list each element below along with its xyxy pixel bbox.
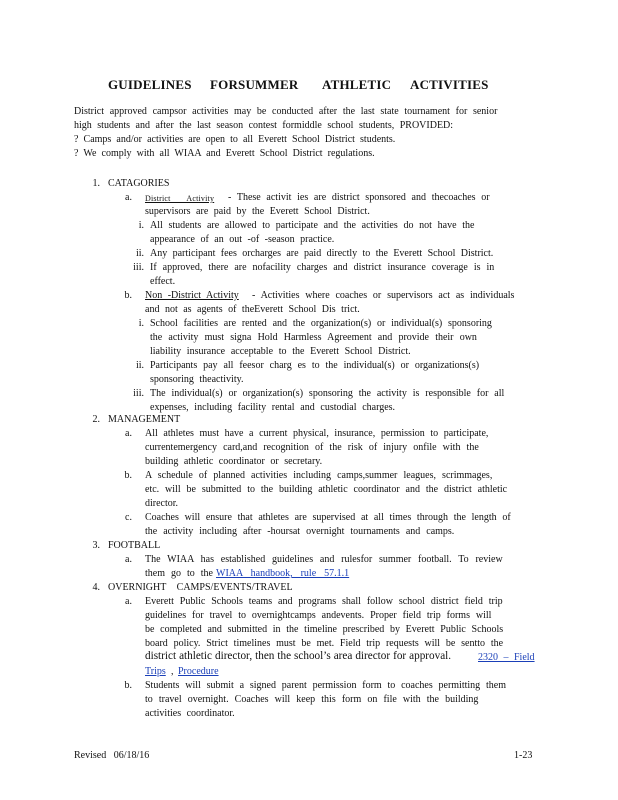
field-trips-policy-link[interactable]: 2320 – Field — [478, 652, 535, 663]
item-text: All athletes must have a current physical, insurance, permission to participate, — [145, 428, 489, 439]
subitem-label: iii. — [133, 388, 144, 399]
wiaa-handbook-link[interactable]: WIAA handbook, rule 57.1.1 — [216, 568, 350, 579]
item-text: - These activit ies are district sponsored and thecoaches or — [228, 192, 490, 203]
item-text: currentemergency card,and recognition of the risk of injury onfile with the — [145, 442, 479, 453]
intro-line: District approved campsor activities may be conducted after the last state tournament for senior — [74, 106, 498, 117]
link-separator: , — [171, 666, 174, 677]
field-trips-policy-link-cont[interactable]: Trips — [145, 666, 166, 677]
item-label: b. — [124, 290, 132, 301]
title-word: ATHLETIC — [322, 77, 392, 92]
title-word: GUIDELINES — [108, 77, 192, 92]
subitem-label: i. — [138, 318, 144, 329]
item-text: building athletic coordinator or secretary. — [145, 456, 323, 467]
subitem-text: School facilities are rented and the organization(s) or individual(s) sponsoring — [150, 318, 492, 329]
item-text: - Activities where coaches or supervisors act as individuals — [252, 290, 515, 301]
subitem-text: liability insurance acceptable to the Everett School District. — [150, 346, 411, 357]
item-text: the activity including after -hoursat overnight tournaments and camps. — [145, 526, 455, 537]
subitem-text: If approved, there are nofacility charges and district insurance coverage is in — [150, 262, 495, 273]
section-number: 1. — [92, 178, 100, 189]
item-label: a. — [125, 192, 132, 203]
section-heading: FOOTBALL — [108, 540, 161, 551]
subitem-label: ii. — [135, 248, 144, 259]
section-heading: MANAGEMENT — [108, 414, 181, 425]
page-number: 1-23 — [514, 750, 533, 761]
item-text: guidelines for travel to overnightcamps andevents. Proper field trip forms will — [145, 610, 492, 621]
item-label: b. — [124, 680, 132, 691]
item-text: activities coordinator. — [145, 708, 235, 719]
item-label: b. — [124, 470, 132, 481]
intro-bullet: ? Camps and/or activities are open to all Everett School District students. — [74, 134, 396, 145]
subitem-label: ii. — [135, 360, 144, 371]
item-label: a. — [125, 554, 132, 565]
intro-line: high students and after the last season contest formiddle school students, PROVIDED: — [74, 120, 454, 131]
subitem-text: appearance of an out -of -season practice. — [150, 234, 335, 245]
subitem-text: Any participant fees orcharges are paid directly to the Everett School District. — [150, 248, 494, 259]
item-title: Non -District Activity — [145, 290, 239, 301]
item-text: and not as agents of theEverett School Dis trict. — [145, 304, 360, 315]
title-word: ACTIVITIES — [410, 77, 489, 92]
item-label: c. — [125, 512, 132, 523]
item-title: District Activity — [145, 194, 215, 203]
item-text: Students will submit a signed parent permission form to coaches permitting them — [145, 680, 506, 691]
section-number: 4. — [92, 582, 100, 593]
item-text: board policy. Strict timelines must be met. Field trip requests will be sentto the — [145, 638, 504, 649]
section-heading: CATAGORIES — [108, 178, 170, 189]
subitem-label: i. — [138, 220, 144, 231]
subitem-text: effect. — [150, 276, 176, 287]
item-text: supervisors are paid by the Everett School District. — [145, 206, 370, 217]
procedure-link[interactable]: Procedure — [178, 666, 219, 677]
subitem-text: the activity must signa Hold Harmless Agreement and provide their own — [150, 332, 477, 343]
section-heading: OVERNIGHT CAMPS/EVENTS/TRAVEL — [108, 582, 293, 593]
item-label: a. — [125, 428, 132, 439]
item-label: a. — [125, 596, 132, 607]
item-text: Coaches will ensure that athletes are supervised at all times through the length of — [145, 512, 511, 523]
item-text: The WIAA has established guidelines and rulesfor summer football. To review — [145, 554, 503, 565]
subitem-text: sponsoring theactivity. — [150, 374, 244, 385]
item-text: Everett Public Schools teams and programs shall follow school district field trip — [145, 596, 503, 607]
item-text: director. — [145, 498, 179, 509]
item-text: them go to the — [145, 568, 213, 579]
item-text: A schedule of planned activities including camps,summer leagues, scrimmages, — [145, 470, 493, 481]
subitem-label: iii. — [133, 262, 144, 273]
subitem-text: expenses, including facility rental and custodial charges. — [150, 402, 396, 413]
section-number: 3. — [92, 540, 100, 551]
item-text: to travel overnight. Coaches will keep this form on file with the building — [145, 694, 479, 705]
item-text: district athletic director, then the school’s area director for approval. — [145, 650, 452, 662]
subitem-text: All students are allowed to participate and the activities do not have the — [150, 220, 475, 231]
section-number: 2. — [92, 414, 100, 425]
intro-bullet: ? We comply with all WIAA and Everett School District regulations. — [74, 148, 375, 159]
subitem-text: Participants pay all feesor charg es to the individual(s) or organizations(s) — [150, 360, 480, 371]
revision-date: Revised 06/18/16 — [74, 750, 150, 761]
title-word: FORSUMMER — [210, 77, 299, 92]
item-text: etc. will be submitted to the building athletic coordinator and the district athletic — [145, 484, 508, 495]
subitem-text: The individual(s) or organization(s) sponsoring the activity is responsible for all — [150, 388, 505, 399]
item-text: be completed and submitted in the timeline prescribed by Everett Public Schools — [145, 624, 504, 635]
